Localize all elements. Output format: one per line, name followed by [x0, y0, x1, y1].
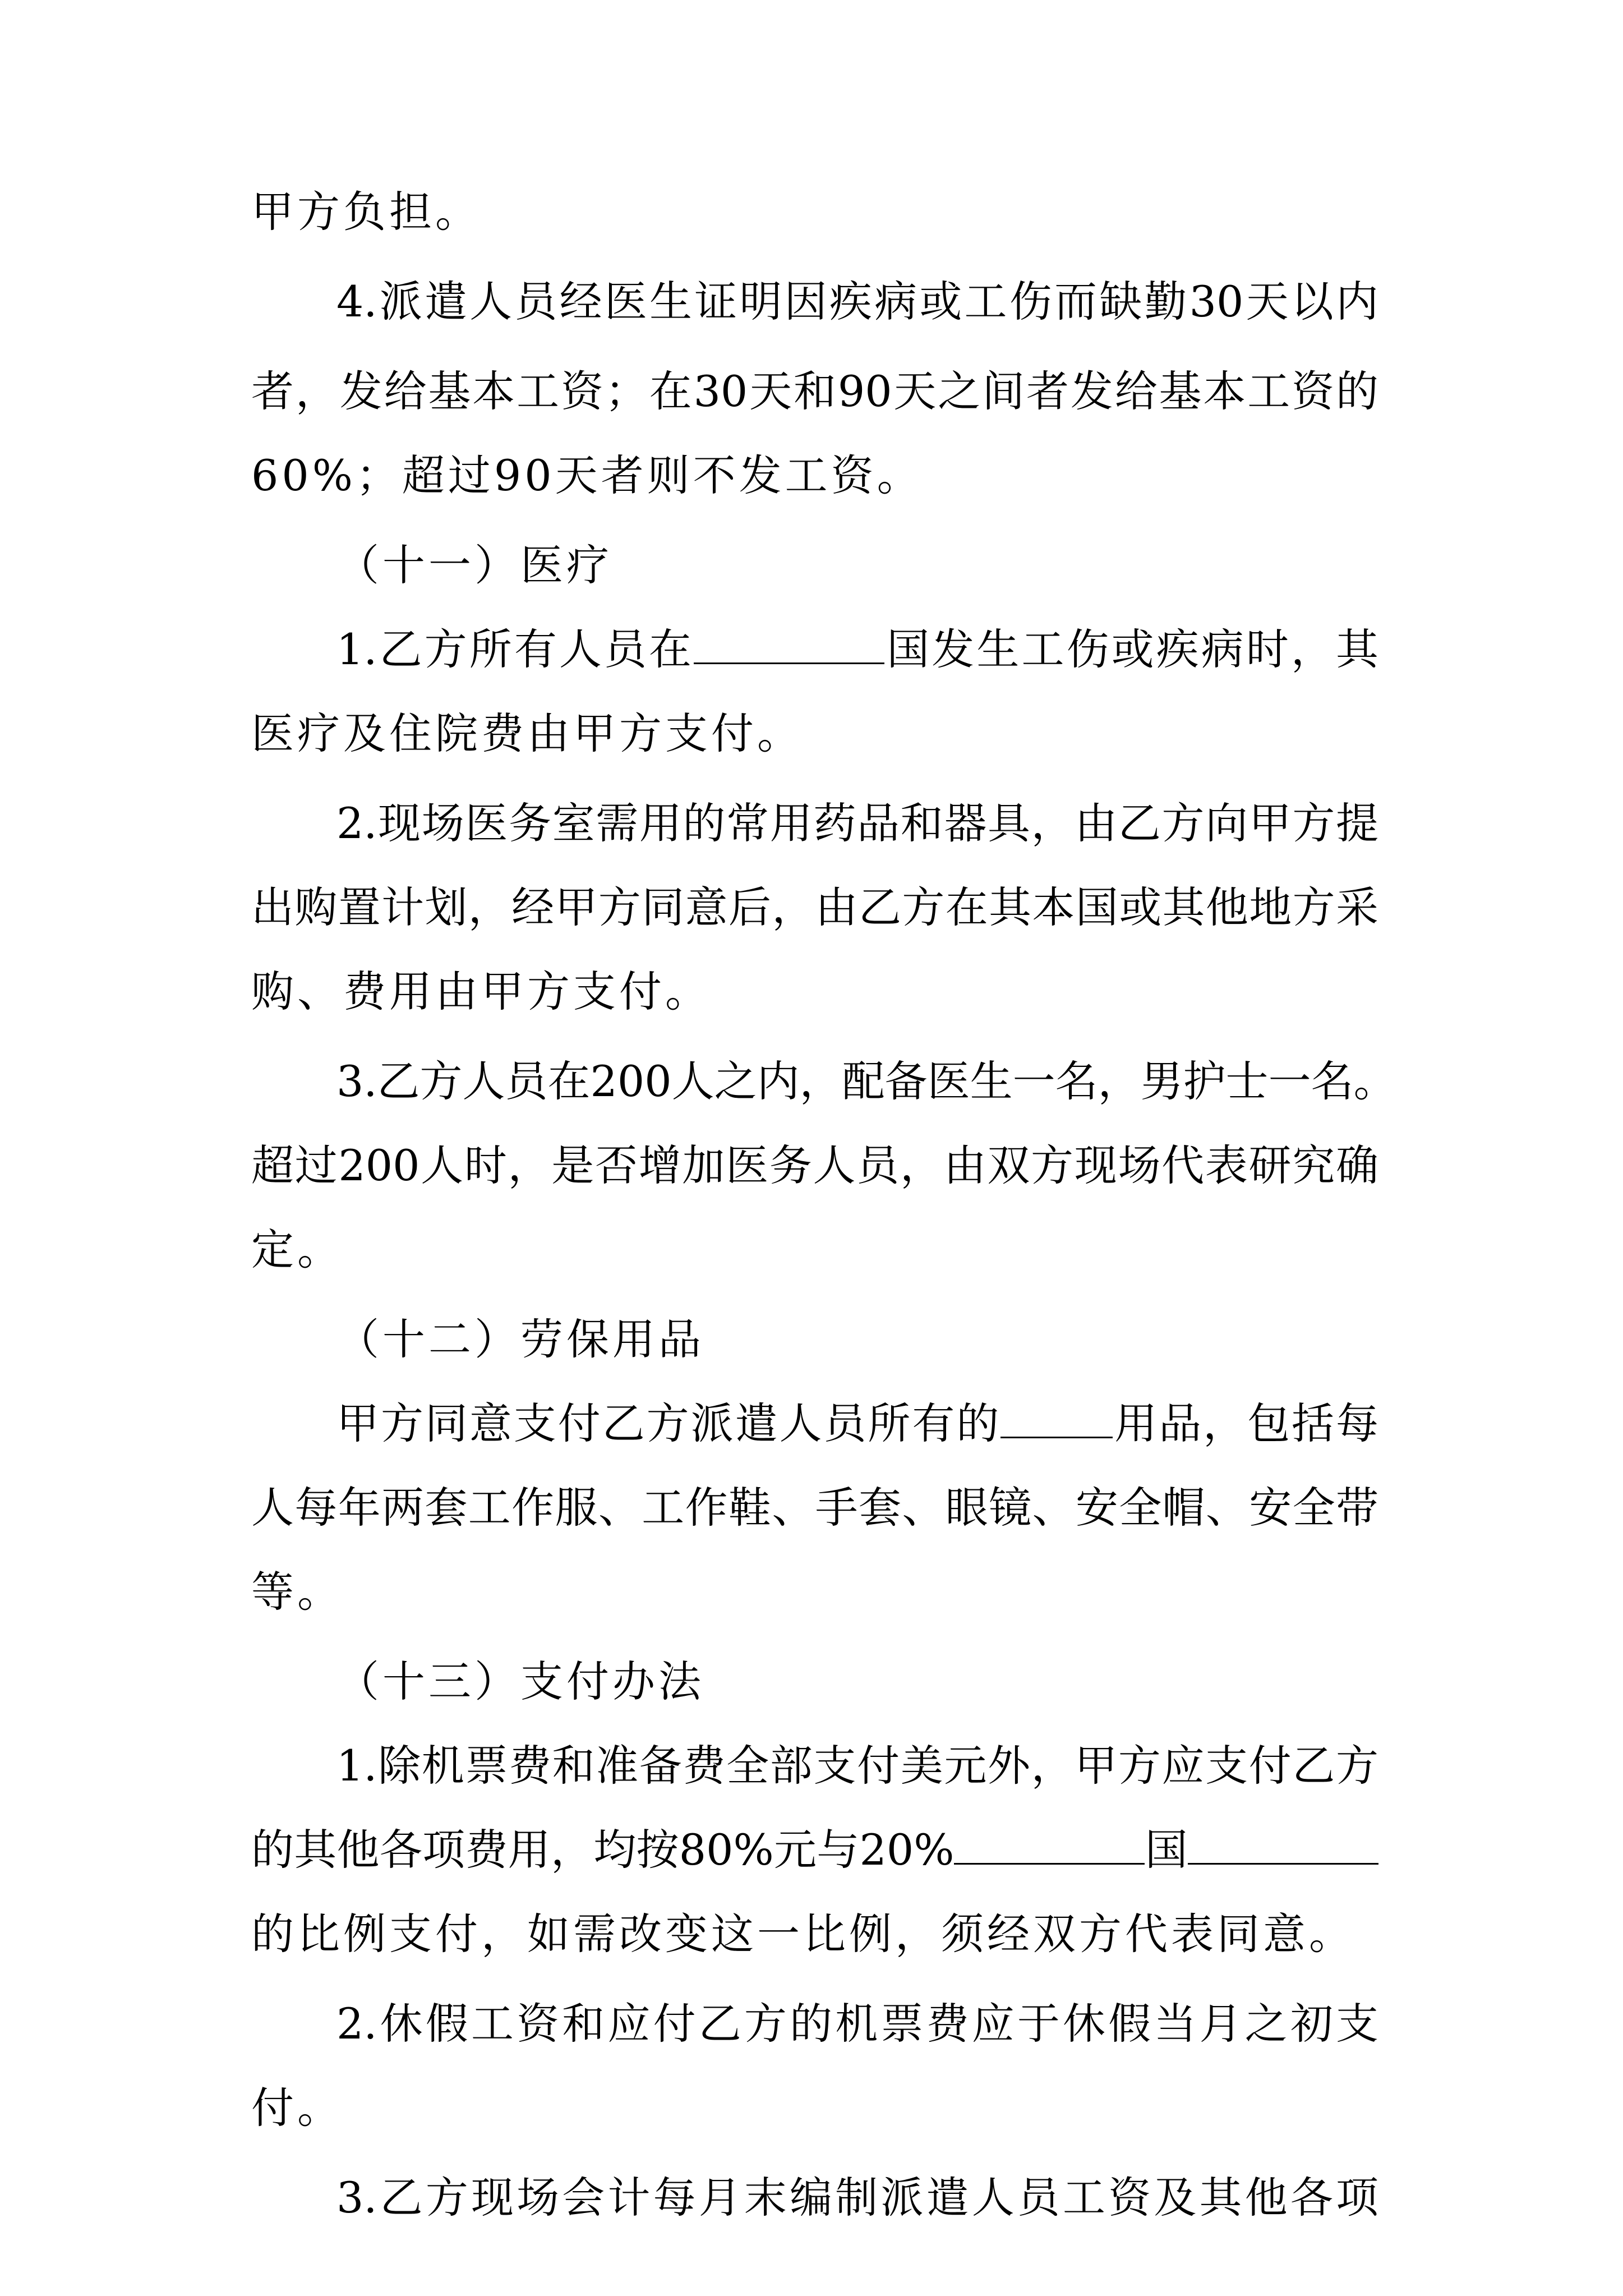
paragraph-line: 出购置计划，经甲方同意后，由乙方在其本国或其他地方采 — [251, 882, 1378, 932]
paragraph-line-with-blank — [336, 1397, 1378, 1458]
paragraph-line: 购、费用由甲方支付。 — [251, 967, 711, 1016]
paragraph-line: 者，发给基本工资；在30天和90天之间者发给基本工资的 — [251, 366, 1378, 416]
section-heading: （十二）劳保用品 — [336, 1314, 704, 1364]
fill-in-blank[interactable] — [1188, 1824, 1378, 1865]
line-text: 的其他各项费用，均按80%元与20% — [251, 1825, 955, 1875]
section-heading: （十三）支付办法 — [336, 1657, 704, 1706]
paragraph-line: 等。 — [251, 1567, 343, 1617]
paragraph-line: 60%；超过90天者则不发工资。 — [251, 450, 923, 500]
paragraph-line: 4.派遣人员经医生证明因疾病或工伤而缺勤30天以内 — [336, 277, 1378, 326]
paragraph-line-with-blanks — [251, 1823, 1378, 1885]
paragraph-line: 1.除机票费和准备费全部支付美元外，甲方应支付乙方 — [336, 1741, 1378, 1791]
paragraph-line: 的比例支付，如需改变这一比例，须经双方代表同意。 — [251, 1909, 1355, 1959]
paragraph-line: 人每年两套工作服、工作鞋、手套、眼镜、安全帽、安全带 — [251, 1483, 1378, 1533]
line-text: 用品，包括每 — [1113, 1398, 1379, 1448]
paragraph-line: 3.乙方人员在200人之内，配备医生一名，男护士一名。 — [336, 1056, 1396, 1106]
fill-in-blank[interactable] — [1000, 1397, 1113, 1438]
paragraph-line: 医疗及住院费由甲方支付。 — [251, 708, 803, 758]
text-line: 甲方负担。 — [251, 187, 481, 237]
line-text: 1.乙方所有人员在 — [336, 624, 694, 674]
line-text: 国 — [1145, 1825, 1188, 1875]
line-text: 国发生工伤或疾病时，其 — [884, 624, 1378, 674]
paragraph-line: 超过200人时，是否增加医务人员，由双方现场代表研究确 — [251, 1140, 1378, 1190]
paragraph-line-with-blank — [336, 623, 1378, 684]
paragraph-line: 付。 — [251, 2083, 343, 2133]
paragraph-line: 定。 — [251, 1225, 343, 1274]
paragraph-line: 2.现场医务室需用的常用药品和器具，由乙方向甲方提 — [336, 798, 1378, 848]
fill-in-blank[interactable] — [694, 623, 884, 664]
line-text: 甲方同意支付乙方派遣人员所有的 — [336, 1398, 1001, 1448]
fill-in-blank[interactable] — [954, 1824, 1145, 1865]
paragraph-line: 3.乙方现场会计每月末编制派遣人员工资及其他各项 — [336, 2173, 1378, 2223]
paragraph-line: 2.休假工资和应付乙方的机票费应于休假当月之初支 — [336, 1999, 1378, 2049]
section-heading: （十一）医疗 — [336, 540, 612, 590]
